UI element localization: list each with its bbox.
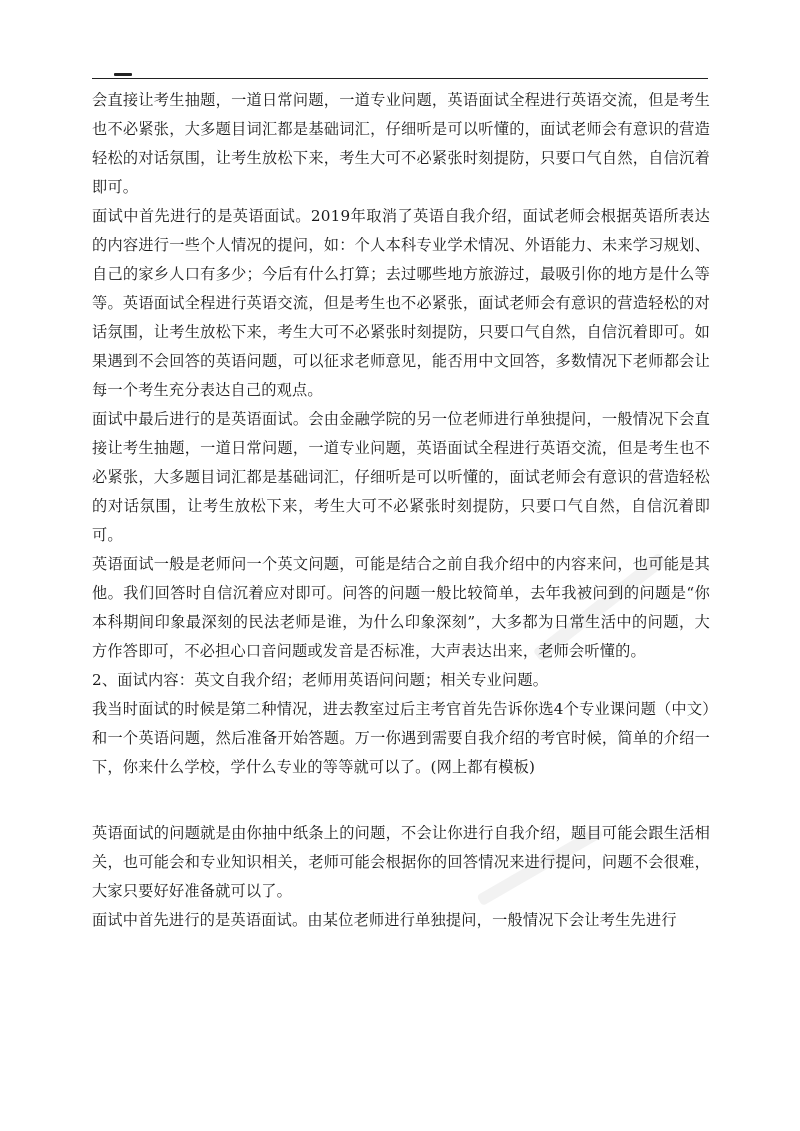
document-body [92,86,710,935]
paragraph: 2、面试内容：英文自我介绍；老师用英语问问题；相关专业问题。 [92,671,549,689]
paragraph: 英语面试的问题就是由你抽中纸条上的问题，不会让你进行自我介绍，题目可能会跟生活相关，也可能会和专业知识相关，老师可能会根据你的回答情况来进行提问，问题不会很难，大家只要好好准备就可以了。 [92,824,710,900]
paragraph: 面试中最后进行的是英语面试。会由金融学院的另一位老师进行单独提问，一般情况下会直接让考生抽题，一道日常问题，一道专业问题，英语面试全程进行英语交流，但是考生也不必紧张，大多题目词汇都是基础词汇，仔细听是可以听懂的，面试老师会有意识的营造轻松的对话氛围，让考生放松下来，考生大可不必紧张时刻提防，只要口气自然，自信沉着即可。 [92,410,710,544]
header-rule [92,78,708,79]
header-mark [114,73,132,76]
paragraph: 会直接让考生抽题，一道日常问题，一道专业问题，英语面试全程进行英语交流，但是考生也不必紧张，大多题目词汇都是基础词汇，仔细听是可以听懂的，面试老师会有意识的营造轻松的对话氛围，让考生放松下来，考生大可不必紧张时刻提防，只要口气自然，自信沉着即可。 [92,91,710,196]
blank-line [92,782,710,819]
paragraph: 我当时面试的时候是第二种情况，进去教室过后主考官首先告诉你选4个专业课问题（中文）和一个英语问题，然后准备开始答题。万一你遇到需要自我介绍的考官时候，简单的介绍一下，你来什么学校，学什么专业的等等就可以了。(网上都有模板) [92,700,710,776]
paragraph: 面试中首先进行的是英语面试。由某位老师进行单独提问，一般情况下会让考生先进行 [92,911,677,929]
paragraph: 英语面试一般是老师问一个英文问题，可能是结合之前自我介绍中的内容来问，也可能是其他。我们回答时自信沉着应对即可。问答的问题一般比较简单，去年我被问到的问题是“你本科期间印象最深刻的民法老师是谁，为什么印象深刻”，大多都为日常生活中的问题，大方作答即可，不必担心口音问题或发音是否标准，大声表达出来，老师会听懂的。 [92,555,710,660]
paragraph: 面试中首先进行的是英语面试。2019年取消了英语自我介绍，面试老师会根据英语所表达的内容进行一些个人情况的提问，如：个人本科专业学术情况、外语能力、未来学习规划、自己的家乡人口有多少；今后有什么打算；去过哪些地方旅游过，最吸引你的地方是什么等等。英语面试全程进行英语交流，但是考生也不必紧张，面试老师会有意识的营造轻松的对话氛围，让考生放松下来，考生大可不必紧张时刻提防，只要口气自然，自信沉着即可。如果遇到不会回答的英语问题，可以征求老师意见，能否用中文回答，多数情况下老师都会让每一个考生充分表达自己的观点。 [92,207,710,399]
